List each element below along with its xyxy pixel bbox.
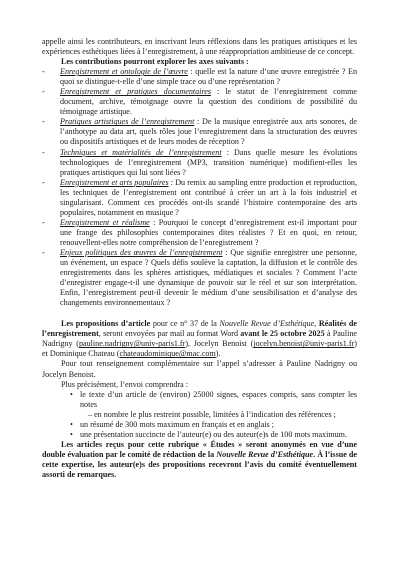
proposals-text: ), Jocelyn Benoist ( [185, 339, 254, 349]
bullet: • [70, 419, 73, 429]
submission-text: un résumé de 300 mots maximum en français et en anglais ; [80, 419, 274, 429]
submission-text: le texte d’un article de (environ) 25000 signes, espaces compris, sans compter les notes [80, 389, 357, 409]
axis-item [42, 248, 357, 308]
submission-continuation: – en nombre le plus restreint possible, limitées à l’indication des références ; [88, 409, 336, 419]
bullet: • [70, 389, 73, 399]
intro-line-1: appelle ainsi les contributeurs, en inscrivant leurs réflexions dans les pratiques artistiques et les [42, 37, 357, 46]
info-paragraph: Pour tout renseignement complémentaire sur l’appel s’adresser à Pauline Nadrigny ou Jocelyn Benoist. [42, 359, 357, 379]
axis-text: : Dans quelle mesure les évolutions technologiques de l’enregistrement (MP3, transition numérique) modifient-elles les pratiques artistiques qui lui sont liées ? [60, 147, 357, 177]
email-link-nadrigny[interactable]: pauline.nadrigny@univ-paris1.fr [78, 339, 186, 349]
axis-text: : quelle est la nature d’une œuvre enregistrée ? En quoi se distingue-t-elle d’une simple trace ou d’une représentation ? [60, 67, 357, 87]
axis-dash: - [42, 217, 45, 227]
issue-title: Réalités de l’enregistrement [42, 319, 358, 339]
axis-dash: - [42, 67, 45, 77]
proposals-text: , [314, 319, 319, 329]
bullet: • [70, 429, 73, 439]
axis-item [42, 87, 357, 117]
email-link-chateau[interactable]: chateaudominique@mac.com [119, 349, 216, 359]
axis-item [42, 67, 357, 87]
axis-item [42, 178, 357, 218]
deadline: avant le 25 octobre 2025 [240, 329, 325, 339]
axis-title: Enregistrement et pratiques documentaires [60, 87, 212, 97]
axis-text: : De la musique enregistrée aux arts sonores, de l’anthotype au data art, quels rôles joue l’enregistrement dans la structuration des œuvres ou dispositifs artistiques et de leurs modes de réception ? [60, 117, 357, 147]
axis-dash: - [42, 147, 45, 157]
submission-item [70, 419, 357, 430]
intro-paragraph [42, 37, 357, 57]
axis-item [42, 218, 357, 248]
axis-text: : le statut de l’enregistrement comme document, archive, témoignage ouvre la question des conditions de possibilité du témoignage artistique. [60, 87, 357, 117]
closing-text: Les articles reçus pour cette rubrique « Études » seront anonymés en vue d’une double évaluation par le comité de rédaction de la [42, 439, 357, 459]
proposals-text: pour ce n° 37 de la [150, 319, 220, 329]
axis-text: : Du remix au sampling entre production et reproduction, les techniques de l’enregistrement ont contribué à créer un art à la fois industriel et singularisant. Comment ces procédés ont-ils scandé l’histoire contemporaine des arts populaires, notamment en musique ? [60, 177, 357, 217]
axis-text: : Pourquoi le concept d’enregistrement est-il important pour une frange des philosophies contemporaines dites réalistes ? Et en quoi, en retour, renouvellent-elles notre compréhension de l’enregistrement ? [60, 217, 357, 247]
submission-text: une présentation succincte de l’auteur(e) ou des auteur(e)s de 100 mots maximum. [80, 429, 348, 439]
axis-text: : Que signifie enregistrer une personne, un événement, un espace ? Quels défis soulève la captation, la diffusion et le contrôle des enregistrements dans les sphères artistiques, médiatiques et sociales ? Comment l’acte d’enregistrer engage-t-il une dynamique de pouvoir sur le réel et sur son interprétation. Enfin, l’enregistrement peut-il devenir le médium d’une sensibilisation et d’analyse des changements environnementaux ? [60, 247, 357, 308]
submission-item [70, 389, 357, 420]
axis-title: Enregistrement et arts populaires [60, 177, 169, 187]
email-link-benoist[interactable]: jocelyn.benoist@univ-paris1.fr [253, 339, 355, 349]
axis-title: Techniques et matérialités de l’enregistrement [60, 147, 222, 157]
axis-dash: - [42, 177, 45, 187]
revue-name: Nouvelle Revue d’Esthétique [216, 449, 314, 459]
axis-dash: - [42, 117, 45, 127]
axis-title: Pratiques artistiques de l’enregistrement [60, 117, 195, 127]
axis-dash: - [42, 247, 45, 257]
proposals-text: à Pauline Nadrigny ( [42, 329, 357, 349]
revue-name: Nouvelle Revue d’Esthétique [219, 319, 315, 329]
closing-text: . À l’issue de cette expertise, les auteur(e)s des propositions recevront l’avis du comité éventuellement assorti de remarques. [42, 449, 358, 479]
proposals-paragraph [42, 319, 357, 359]
proposals-lead: Les propositions d’article [61, 319, 151, 329]
submission-list [42, 390, 357, 440]
axes-heading: Les contributions pourront explorer les axes suivants : [61, 57, 249, 67]
proposals-text: , seront envoyées par mail au format Word [98, 329, 241, 339]
axis-title: Enregistrement et réalisme [60, 217, 150, 227]
precise-paragraph: Plus précisément, l’envoi comprendra : [61, 379, 188, 389]
closing-paragraph [42, 440, 357, 480]
axis-item [42, 148, 357, 178]
axis-title: Enregistrement et ontologie de l’œuvre [60, 67, 188, 77]
proposals-text: ) et Dominique Chateau ( [42, 339, 357, 359]
axis-title: Enjeux politiques des œuvres de l’enregistrement [60, 247, 223, 257]
proposals-text: ). [215, 349, 221, 359]
axis-item [42, 117, 357, 147]
intro-line-2: expériences esthétiques liées à l’enregistrement, à une réappropriation ambitieuse de ce concept. [42, 47, 355, 57]
axis-dash: - [42, 87, 45, 97]
axes-list [42, 67, 357, 308]
submission-item [70, 429, 357, 440]
